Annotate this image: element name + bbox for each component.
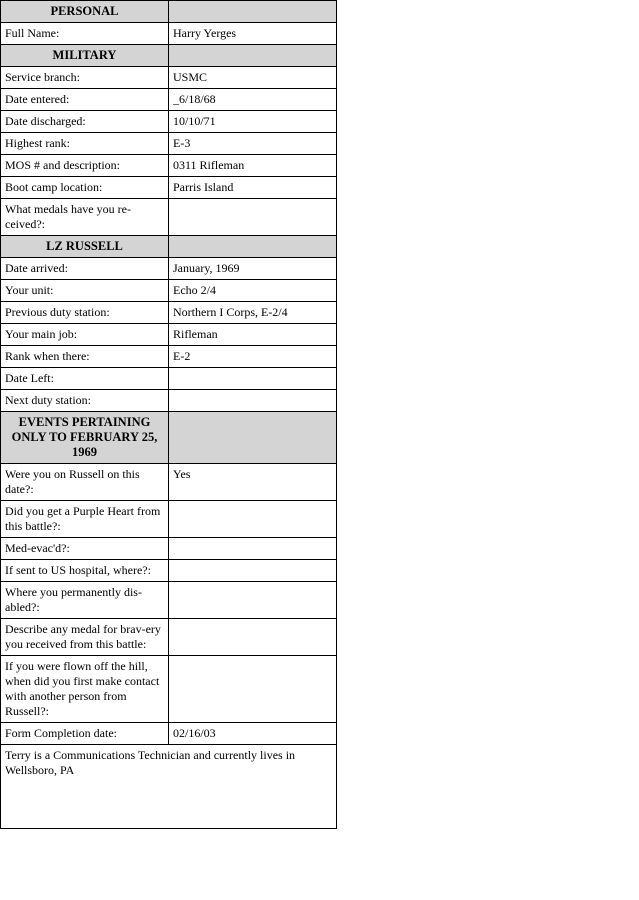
section-header-blank [169, 45, 337, 67]
section-title: EVENTS PERTAINING ONLY TO FEBRUARY 25, 1969 [1, 412, 169, 464]
field-value: 0311 Rifleman [169, 155, 337, 177]
section-header [1, 412, 337, 464]
notes-text: Terry is a Communications Technician and currently lives in Wellsboro, PA [1, 745, 337, 829]
field-value: 10/10/71 [169, 111, 337, 133]
form-row [1, 390, 337, 412]
field-label: Full Name: [1, 23, 169, 45]
form-row [1, 280, 337, 302]
field-value [169, 199, 337, 236]
field-value: E-3 [169, 133, 337, 155]
form-row [1, 619, 337, 656]
form-row [1, 302, 337, 324]
field-value: E-2 [169, 346, 337, 368]
form-row [1, 89, 337, 111]
field-label: Date discharged: [1, 111, 169, 133]
field-label: Previous duty station: [1, 302, 169, 324]
form-row [1, 67, 337, 89]
form-row [1, 199, 337, 236]
form-row [1, 723, 337, 745]
section-title: PERSONAL [1, 1, 169, 23]
section-header [1, 236, 337, 258]
form-body [1, 1, 337, 829]
form-row [1, 656, 337, 723]
form-row [1, 258, 337, 280]
field-label: Highest rank: [1, 133, 169, 155]
field-value: 02/16/03 [169, 723, 337, 745]
form-row [1, 560, 337, 582]
form-row [1, 582, 337, 619]
field-label: Did you get a Purple Heart from this battle?: [1, 501, 169, 538]
field-value [169, 368, 337, 390]
field-value [169, 619, 337, 656]
field-label: What medals have you re-ceived?: [1, 199, 169, 236]
form-row [1, 177, 337, 199]
form-row [1, 368, 337, 390]
field-value: USMC [169, 67, 337, 89]
form-row [1, 324, 337, 346]
field-value: Yes [169, 464, 337, 501]
field-value: Northern I Corps, E-2/4 [169, 302, 337, 324]
field-label: Date arrived: [1, 258, 169, 280]
field-label: Your main job: [1, 324, 169, 346]
section-header-blank [169, 1, 337, 23]
field-label: Boot camp location: [1, 177, 169, 199]
section-header [1, 45, 337, 67]
field-label: Next duty station: [1, 390, 169, 412]
field-label: Where you permanently dis-abled?: [1, 582, 169, 619]
field-value: Harry Yerges [169, 23, 337, 45]
form-row [1, 464, 337, 501]
field-value [169, 390, 337, 412]
field-label: Describe any medal for brav-ery you received from this battle: [1, 619, 169, 656]
field-value [169, 582, 337, 619]
section-title: LZ RUSSELL [1, 236, 169, 258]
field-label: Were you on Russell on this date?: [1, 464, 169, 501]
form-row [1, 133, 337, 155]
field-value: _6/18/68 [169, 89, 337, 111]
section-header-blank [169, 236, 337, 258]
field-value [169, 656, 337, 723]
field-value: January, 1969 [169, 258, 337, 280]
veteran-questionnaire-table [0, 0, 337, 829]
field-label: Your unit: [1, 280, 169, 302]
field-label: Form Completion date: [1, 723, 169, 745]
form-row [1, 111, 337, 133]
form-row [1, 346, 337, 368]
field-value: Rifleman [169, 324, 337, 346]
form-row [1, 23, 337, 45]
field-label: Med-evac'd?: [1, 538, 169, 560]
form-row [1, 538, 337, 560]
field-value [169, 501, 337, 538]
field-label: Service branch: [1, 67, 169, 89]
notes-row [1, 745, 337, 829]
field-label: MOS # and description: [1, 155, 169, 177]
section-header [1, 1, 337, 23]
field-value: Parris Island [169, 177, 337, 199]
field-label: Date entered: [1, 89, 169, 111]
section-header-blank [169, 412, 337, 464]
form-row [1, 501, 337, 538]
field-label: Date Left: [1, 368, 169, 390]
field-label: If you were flown off the hill, when did you first make contact with another person from Russell?: [1, 656, 169, 723]
field-value [169, 538, 337, 560]
field-value: Echo 2/4 [169, 280, 337, 302]
section-title: MILITARY [1, 45, 169, 67]
form-row [1, 155, 337, 177]
field-label: If sent to US hospital, where?: [1, 560, 169, 582]
field-value [169, 560, 337, 582]
field-label: Rank when there: [1, 346, 169, 368]
